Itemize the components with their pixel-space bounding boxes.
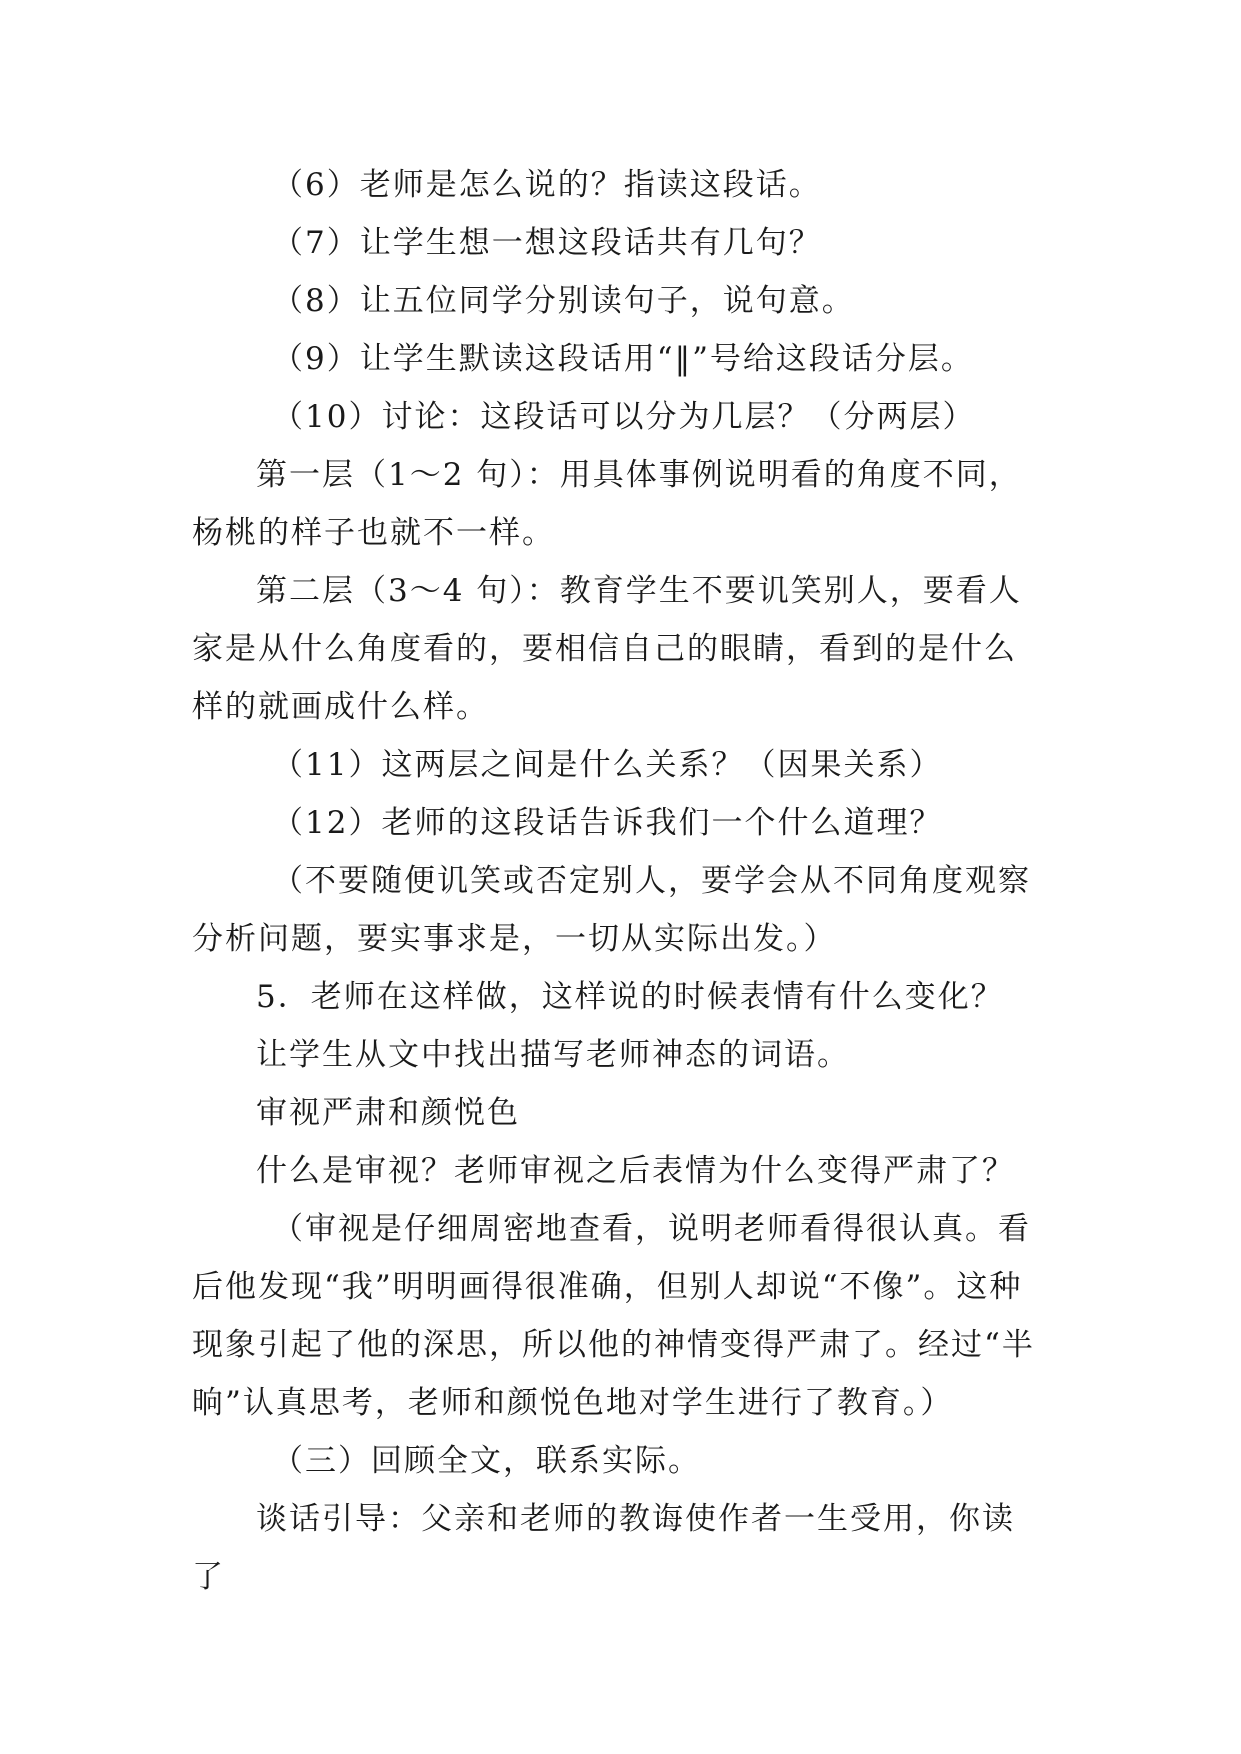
paragraph-step-10: （10）讨论：这段话可以分为几层？（分两层） bbox=[272, 399, 976, 435]
paragraph-answer-shenshi: （审视是仔细周密地查看，说明老师看得很认真。看后他发现“我”明明画得很准确，但别人却说“不像”。这种现象引起了他的深思，所以他的神情变得严肃了。经过“半晌”认真思考，老师和颜悦色地对学生进行了教育。） bbox=[192, 1211, 1035, 1421]
paragraph-find-words: 让学生从文中找出描写老师神态的词语。 bbox=[256, 1037, 850, 1073]
paragraph-step-12: （12）老师的这段话告诉我们一个什么道理？ bbox=[272, 805, 943, 841]
paragraph-step-9: （9）让学生默读这段话用“‖”号给这段话分层。 bbox=[272, 341, 974, 377]
paragraph-guide: 谈话引导：父亲和老师的教诲使作者一生受用，你读了 bbox=[192, 1501, 1015, 1595]
paragraph-question-5: 5．老师在这样做，这样说的时候表情有什么变化？ bbox=[256, 979, 1004, 1015]
paragraph-step-8: （8）让五位同学分别读句子，说句意。 bbox=[272, 283, 855, 319]
paragraph-section-3: （三）回顾全文，联系实际。 bbox=[272, 1443, 701, 1479]
paragraph-layer-1: 第一层（1～2 句）：用具体事例说明看的角度不同，杨桃的样子也就不一样。 bbox=[192, 457, 1022, 551]
paragraph-step-11: （11）这两层之间是什么关系？（因果关系） bbox=[272, 747, 943, 783]
paragraph-step-6: （6）老师是怎么说的？指读这段话。 bbox=[272, 167, 822, 203]
paragraph-answer-12: （不要随便讥笑或否定别人，要学会从不同角度观察分析问题，要实事求是，一切从实际出发。） bbox=[192, 863, 1031, 957]
paragraph-what-is-shenshi: 什么是审视？老师审视之后表情为什么变得严肃了？ bbox=[256, 1153, 1015, 1189]
paragraph-layer-2: 第二层（3～4 句）：教育学生不要讥笑别人，要看人家是从什么角度看的，要相信自己的眼睛，看到的是什么样的就画成什么样。 bbox=[192, 573, 1022, 725]
paragraph-words: 审视严肃和颜悦色 bbox=[256, 1095, 520, 1131]
paragraph-step-7: （7）让学生想一想这段话共有几句？ bbox=[272, 225, 822, 261]
